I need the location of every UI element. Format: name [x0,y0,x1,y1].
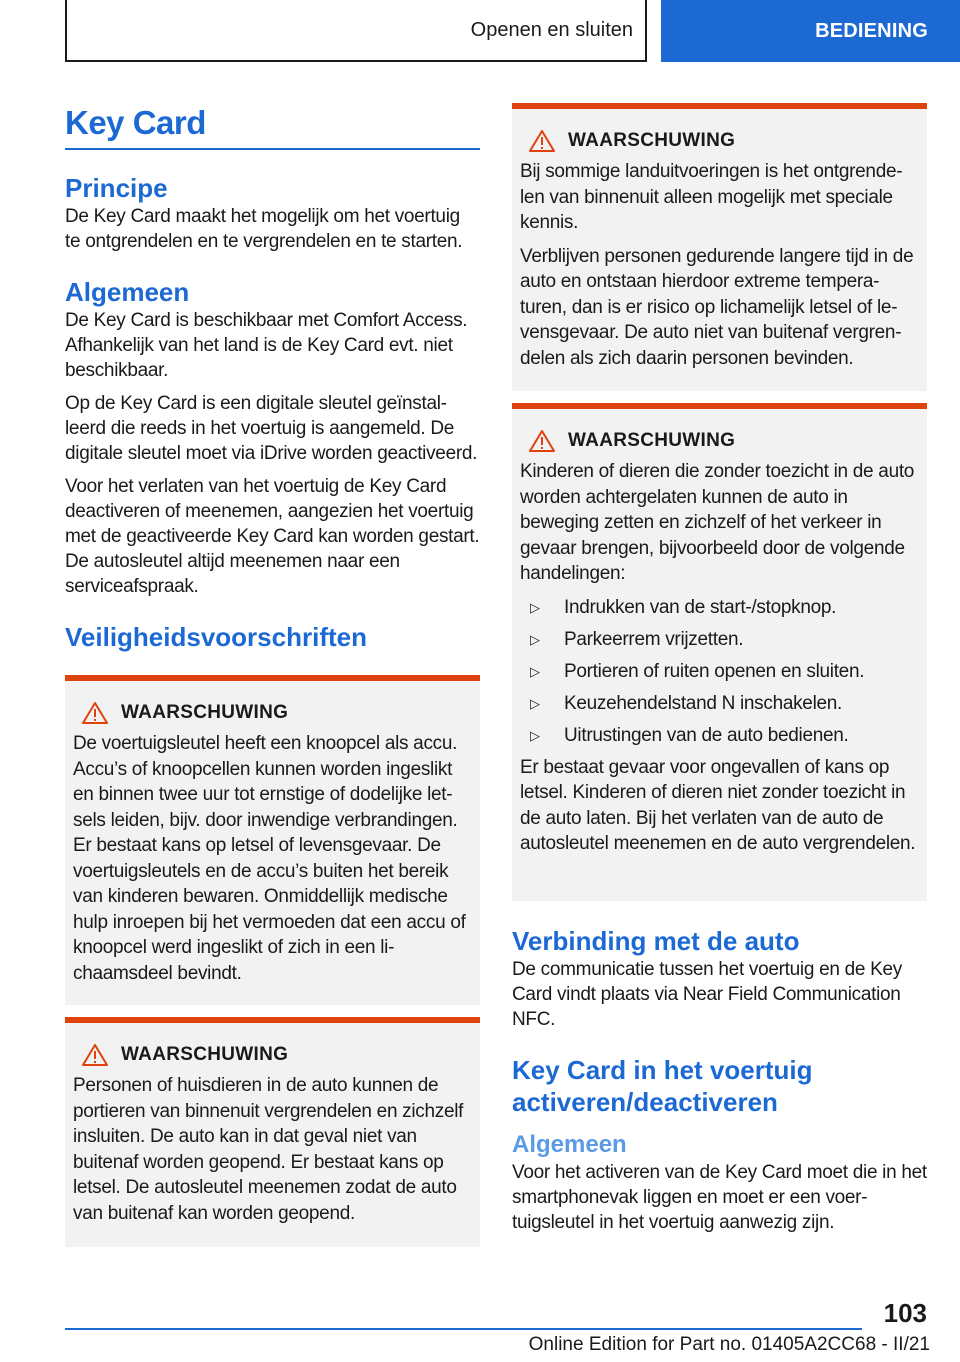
warning-header [81,1043,472,1067]
heading-algemeen: Algemeen [65,277,190,307]
page-number: 103 [883,1298,927,1328]
principe-text: De Key Card maakt het mogelijk om het voertuig te ontgrendelen en te vergrendelen en te starten. [65,206,463,252]
chapter-title: BEDIENING [815,19,928,42]
warning-box-children [512,403,927,901]
page-title: Key Card [65,104,206,141]
warning-triangle-icon [528,429,556,453]
section-tab [65,0,647,62]
title-divider [65,148,480,150]
list-item: ▷ Indrukken van de start-/stopknop. [520,595,919,620]
warning-box-unlock [512,103,927,391]
warning-text: Personen of huisdieren in de auto kunnen de portieren van binnenuit vergrendelen en zichzelf insluiten. De auto kan in dat geval niet van buitenaf worden geopend. Er bestaat kans op letsel. De autosleutel meenemen zodat de auto van buitenaf kan worden geopend. [73,1075,464,1224]
warning-label: WAARSCHUWING [121,702,289,723]
warning-intro: Kinderen of dieren die zonder toezicht in de auto worden achtergelaten kunnen de auto in beweging zetten en zichzelf of het verkeer in gevaar brengen, bijvoorbeeld door de volgende handelingen: [520,461,915,584]
list-item: ▷ Portieren of ruiten openen en sluiten. [520,659,919,684]
heading-verbinding: Verbinding met de auto [512,926,800,956]
triangle-bullet-icon: ▷ [530,695,540,711]
triangle-bullet-icon: ▷ [530,631,540,647]
left-column [65,100,480,1247]
subheading-algemeen: Algemeen [512,1131,627,1158]
right-column [512,103,927,1243]
activeren-text: Voor het activeren van de Key Card moet die in het smartphonevak liggen en moet er een voertuigsleutel in het voertuig aanwezig zijn. [512,1162,927,1233]
warning-triangle-icon [528,129,556,153]
algemeen-paragraph-2: Op de Key Card is een digitale sleutel geïnstalleerd die reeds in het voertuig is aangemeld. De digitale sleutel moet via iDrive worden geactiveerd. [65,393,478,464]
heading-veiligheid: Veiligheidsvoorschriften [65,622,367,652]
heading-principe: Principe [65,173,168,203]
list-item: ▷ Keuzehendelstand N inschakelen. [520,691,919,716]
warning-label: WAARSCHUWING [568,430,736,451]
triangle-bullet-icon: ▷ [530,663,540,679]
triangle-bullet-icon: ▷ [530,599,540,615]
warning-header [528,129,919,153]
section-title: Openen en sluiten [470,18,633,41]
action-list [520,595,919,748]
footer-divider [65,1328,862,1330]
algemeen-paragraph-1: De Key Card is beschikbaar met Comfort Access. Afhankelijk van het land is de Key Card evt. niet beschikbaar. [65,310,468,381]
edition-footer: Online Edition for Part no. 01405A2CC68 - II/21 [528,1334,930,1355]
verbinding-text: De communicatie tussen het voertuig en de Key Card vindt plaats via Near Field Communication NFC. [512,959,902,1030]
warning-outro: Er bestaat gevaar voor ongevallen of kans op letsel. Kinderen of dieren niet zonder toezicht in de auto laten. Bij het verlaten van de auto de autosleutel meenemen en de auto vergrendelen. [520,756,916,854]
warning-paragraph-2: Verblijven personen gedurende langere tijd in de auto en ontstaan hierdoor extreme temperaturen, dan is er risico op lichamelijk letsel of levensgevaar. De auto niet van buitenaf vergrendelen als zich daarin personen bevinden. [520,245,914,369]
warning-header [81,701,472,725]
algemeen-paragraph-3: Voor het verlaten van het voertuig de Key Card deactiveren of meenemen, aangezien het voertuig met de geactiveerde Key Card kan worden gestart. De autosleutel altijd meenemen naar een serviceafspraak. [65,476,480,597]
warning-label: WAARSCHUWING [568,130,736,151]
warning-box-lock-in [65,1017,480,1247]
list-item: ▷ Parkeerrem vrijzetten. [520,627,919,652]
triangle-bullet-icon: ▷ [530,727,540,743]
heading-activeren: Key Card in het voertuig activeren/deactiveren [512,1055,813,1117]
warning-box-battery [65,675,480,1005]
list-item: ▷ Uitrustingen van de auto bedienen. [520,723,919,748]
warning-text: De voertuigsleutel heeft een knoopcel als accu. Accu’s of knoopcellen kunnen worden ingeslikt en binnen twee uur tot ernstige of dodelijke letsels leiden, bijv. door inwendige verbrandingen. Er bestaat kans op letsel of levensgevaar. De voertuigsleutels en de accu’s buiten het bereik van kinderen bewaren. Onmiddellijk medische hulp inroepen bij het vermoeden dat een accu of knoopcel werd ingeslikt of zich in een lichaamsdeel bevindt. [73,733,466,984]
warning-label: WAARSCHUWING [121,1044,289,1065]
warning-header [528,429,919,453]
warning-paragraph-1: Bij sommige landuitvoeringen is het ontgrendelen van binnenuit alleen mogelijk met speciale kennis. [520,161,903,233]
warning-triangle-icon [81,701,109,725]
chapter-tab [661,0,960,62]
warning-triangle-icon [81,1043,109,1067]
